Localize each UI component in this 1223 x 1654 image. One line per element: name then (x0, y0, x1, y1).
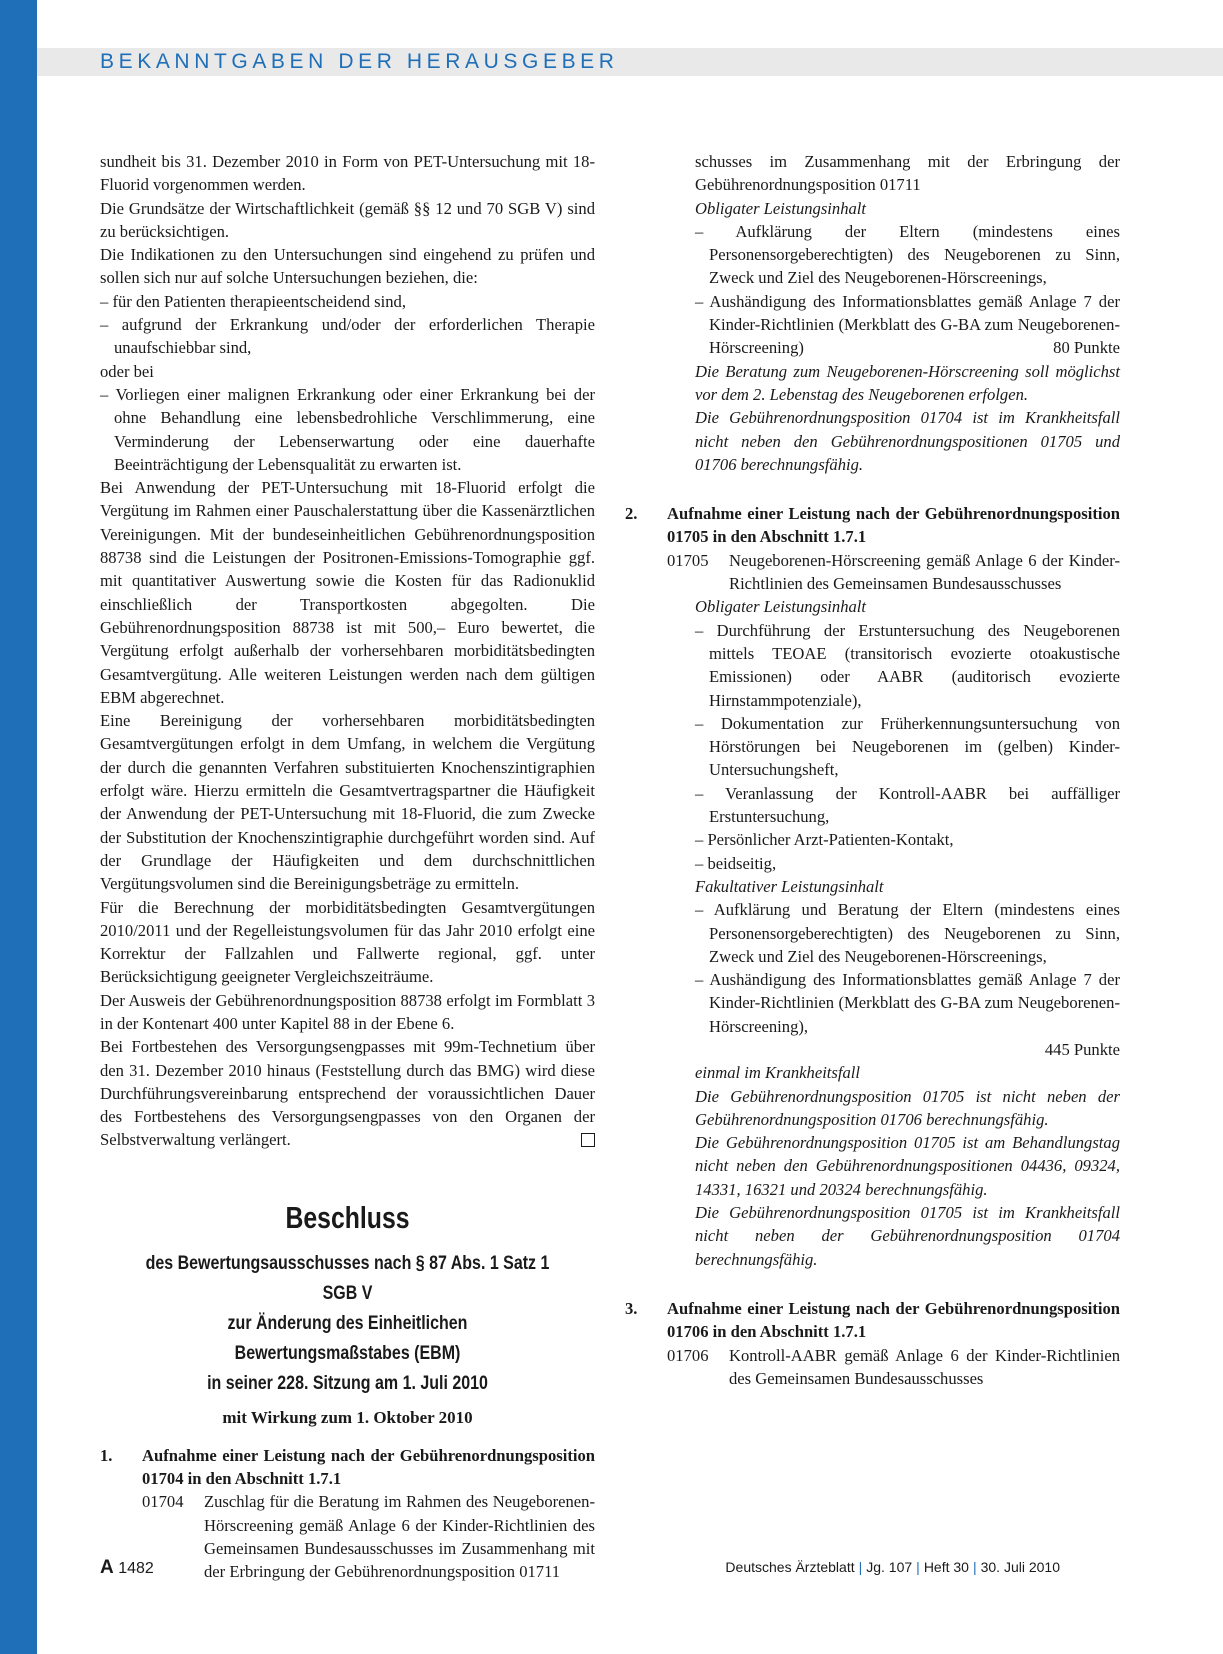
list-item (625, 290, 1120, 360)
subheading: Obligater Leistungsinhalt (695, 597, 867, 617)
section-heading-1 (100, 1444, 595, 1491)
gop-entry (625, 1344, 1120, 1391)
note: Die Beratung zum Neugeborenen-Hörscreening soll möglichst vor dem 2. Lebenstag des Neugeborenen erfolgen. (695, 361, 1120, 404)
issue: Heft 30 (923, 1559, 969, 1575)
list-item: – Aufklärung und Beratung der Eltern (mindestens eines Personensorgeberechtigten) des Neugeborenen zu Sinn, Zweck und Ziel des Neugeborenen-Hörscreenings, (695, 900, 1120, 966)
gop-description: Kontroll-AABR gemäß Anlage 6 der Kinder-Richtlinien des Gemeinsamen Bundesausschusses (729, 1345, 1120, 1388)
list-item: – Dokumentation zur Früherkennungsuntersuchung von Hörstörungen bei Neugeborenen im (gelben) Kinder-Untersuchungsheft, (695, 713, 1120, 780)
section-title: Aufnahme einer Leistung nach der Gebührenordnungsposition 01706 in den Abschnitt 1.7.1 (667, 1298, 1120, 1342)
page-number-value: 1482 (118, 1560, 154, 1577)
section-number: 1. (100, 1445, 113, 1465)
separator: | (972, 1559, 977, 1575)
note: Die Gebührenordnungsposition 01704 ist im Krankheitsfall nicht neben den Gebührenordnungspositionen 01705 und 01706 berechnungsfähig. (695, 408, 1120, 474)
sidebar-stripe (0, 0, 37, 1654)
section-heading-2 (625, 502, 1120, 549)
paragraph: Für die Berechnung der morbiditätsbedingten Gesamtvergütungen 2010/2011 und der Regelleistungsvolumen für das Jahr 2010 erfolgt eine Korrektur der Fallzahlen und Fallwerte regional, ggf. unter Berücksichtigung geeigneter Vergleichszeiträume. (100, 897, 595, 987)
paragraph: oder bei (100, 361, 154, 381)
list-item: – Aufklärung der Eltern (mindestens eines Personensorgeberechtigten) des Neugeborenen zu Sinn, Zweck und Ziel des Neugeborenen-Hörscreenings, (695, 221, 1120, 288)
subtitle-line: des Bewertungsausschusses nach § 87 Abs. 1 Satz 1 SGB V (145, 1251, 550, 1304)
list-item: – Persönlicher Arzt-Patienten-Kontakt, (695, 830, 954, 850)
section-heading-3 (625, 1297, 1120, 1344)
gop-code: 01706 (667, 1345, 709, 1365)
gop-code: 01704 (142, 1492, 184, 1512)
list-item: – Aushändigung des Informationsblattes gemäß Anlage 7 der Kinder-Richtlinien (Merkblatt des G-BA zum Neugeborenen-Hörscreening), (695, 970, 1120, 1036)
section-number: 2. (625, 504, 638, 524)
end-mark-icon (581, 1133, 595, 1147)
gop-entry (625, 549, 1120, 596)
right-column (625, 150, 1120, 1390)
section-title: Aufnahme einer Leistung nach der Gebührenordnungsposition 01705 in den Abschnitt 1.7.1 (667, 504, 1120, 547)
gop-description: Neugeborenen-Hörscreening gemäß Anlage 6 der Kinder-Richtlinien des Gemeinsamen Bundesausschusses (729, 550, 1120, 594)
beschluss-block (100, 1198, 595, 1430)
paragraph: Eine Bereinigung der vorhersehbaren morbiditätsbedingten Gesamtvergütungen erfolgt in dem Umfang, in welchem die Vergütung der durch die genannten Verfahren substituierten Knochenszintigraphien erfolgt wäre. Hierzu ermitteln die Gesamtvertragspartner die Häufigkeit der Anwendung der PET-Untersuchung mit 18-Fluorid, die zum Zwecke der Substitution der Knochenszintigraphie durchgeführt worden sind. Auf der Grundlage der Häufigkeiten und dem durchschnittlichen Vergütungsvolumen sind die Bereinigungsbeträge zu ermitteln. (100, 711, 595, 894)
page-number (100, 1557, 154, 1579)
note: Die Gebührenordnungsposition 01705 ist nicht neben der Gebührenordnungsposition 01706 berechnungsfähig. (695, 1086, 1120, 1129)
subtitle-line: in seiner 228. Sitzung am 1. Juli 2010 (207, 1371, 488, 1394)
list-item: – Durchführung der Erstuntersuchung des Neugeborenen mittels TEOAE (transitorisch evozierte otoakustische Emissionen) oder AABR (auditorisch evozierte Hirnstammpotenziale), (695, 620, 1120, 710)
paragraph-text: Bei Fortbestehen des Versorgungsengpasses mit 99m-Technetium über den 31. Dezember 2010 hinaus (Feststellung durch das BMG) wird diese Durchführungsvereinbarung entsprechend der voraussichtlichen Dauer des Fortbestehens des Versorgungsengpasses von den Organen der Selbstverwaltung verlängert. (100, 1037, 595, 1150)
note: einmal im Krankheitsfall (695, 1063, 861, 1083)
points: 80 Punkte (1053, 338, 1120, 358)
paragraph: Der Ausweis der Gebührenordnungsposition 88738 erfolgt im Formblatt 3 in der Kontenart 400 unter Kapitel 88 in der Ebene 6. (100, 990, 595, 1033)
date: 30. Juli 2010 (980, 1559, 1060, 1575)
list-item: – Vorliegen einer malignen Erkrankung oder einer Erkrankung bei der ohne Behandlung eine lebensbedrohliche Verschlimmerung, eine Verminderung der Lebenserwartung oder eine dauerhafte Beeinträchtigung der Lebensqualität zu erwarten ist. (100, 384, 595, 474)
points: 445 Punkte (1044, 1039, 1120, 1059)
separator: | (858, 1559, 863, 1575)
subtitle-line: zur Änderung des Einheitlichen Bewertungsmaßstabes (EBM) (227, 1311, 468, 1364)
paragraph: Die Grundsätze der Wirtschaftlichkeit (gemäß §§ 12 und 70 SGB V) sind zu berücksichtigen. (100, 198, 595, 241)
beschluss-subtitle (145, 1248, 551, 1398)
gop-description-cont: schusses im Zusammenhang mit der Erbringung der Gebührenordnungsposition 01711 (695, 152, 1120, 195)
paragraph: sundheit bis 31. Dezember 2010 in Form von PET-Untersuchung mit 18-Fluorid vorgenommen werden. (100, 152, 595, 195)
paragraph: Die Indikationen zu den Untersuchungen sind eingehend zu prüfen und sollen sich nur auf solche Untersuchungen beziehen, die: (100, 245, 595, 288)
volume: Jg. 107 (866, 1559, 913, 1575)
note: Die Gebührenordnungsposition 01705 ist am Behandlungstag nicht neben den Gebührenordnungspositionen 04436, 09324, 14331, 16321 und 20324 berechnungsfähig. (695, 1133, 1120, 1199)
note: Die Gebührenordnungsposition 01705 ist im Krankheitsfall nicht neben der Gebührenordnungsposition 01704 berechnungsfähig. (695, 1203, 1120, 1269)
list-item-text: – Aushändigung des Informationsblattes gemäß Anlage 7 der Kinder-Richtlinien (Merkblatt des G-BA zum Neugeborenen-Hörscreening) (695, 291, 1120, 358)
journal-name: Deutsches Ärzteblatt (725, 1559, 855, 1575)
beschluss-title: Beschluss (285, 1199, 410, 1235)
subheading: Fakultativer Leistungsinhalt (695, 876, 884, 896)
list-item: – Veranlassung der Kontroll-AABR bei auffälliger Erstuntersuchung, (695, 783, 1120, 827)
separator: | (916, 1559, 920, 1575)
gop-description: Zuschlag für die Beratung im Rahmen des Neugeborenen-Hörscreening gemäß Anlage 6 der Kinder-Richtlinien des Gemeinsamen Bundesausschusses im Zusammenhang mit der Erbringung der Gebührenordnungsposition 01711 (204, 1492, 595, 1582)
subheading: Obligater Leistungsinhalt (695, 198, 867, 218)
list-item: – für den Patienten therapieentscheidend sind, (100, 291, 406, 311)
section-title: Aufnahme einer Leistung nach der Gebührenordnungsposition 01704 in den Abschnitt 1.7.1 (142, 1445, 595, 1489)
journal-info (725, 1559, 1060, 1575)
list-item: – beidseitig, (695, 853, 777, 873)
gop-code: 01705 (667, 550, 709, 570)
effective-date: mit Wirkung zum 1. Oktober 2010 (222, 1407, 473, 1427)
page-prefix: A (100, 1557, 114, 1578)
section-header: BEKANNTGABEN DER HERAUSGEBER (100, 50, 619, 73)
list-item: – aufgrund der Erkrankung und/oder der erforderlichen Therapie unaufschiebbar sind, (100, 315, 595, 358)
section-number: 3. (625, 1298, 638, 1318)
paragraph (100, 1035, 595, 1151)
paragraph: Bei Anwendung der PET-Untersuchung mit 18-Fluorid erfolgt die Vergütung im Rahmen einer Pauschalerstattung über die Kassenärztlichen Vereinigungen. Mit der bundeseinheitlichen Gebührenordnungsposition 88738 sind die Leistungen der Positronen-Emissions-Tomographie ggf. mit quantitativer Auswertung sowie die Kosten für das Radionuklid einschließlich der Transportkosten abgegolten. Die Gebührenordnungsposition 88738 ist mit 500,– Euro bewertet, die Vergütung erfolgt außerhalb der vorhersehbaren morbiditätsbedingten Gesamtvergütung. Alle weiteren Leistungen werden nach dem gültigen EBM abgerechnet. (100, 478, 595, 707)
